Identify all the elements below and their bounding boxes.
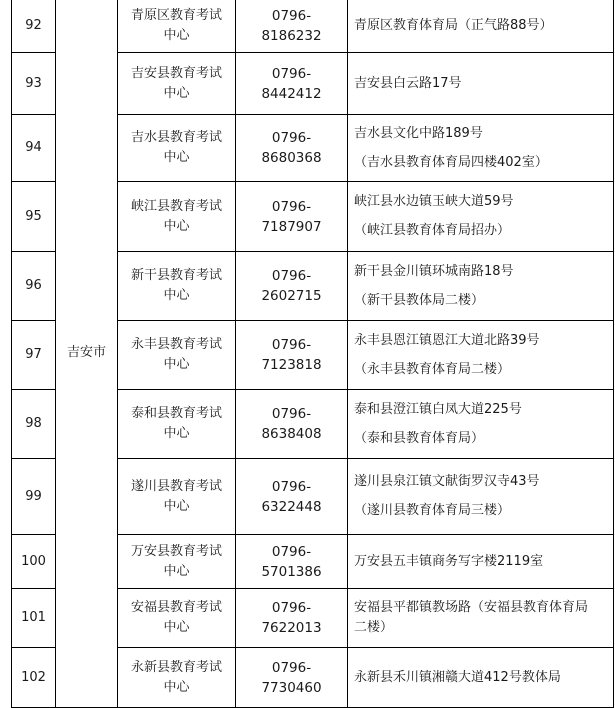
org-name: 吉安县教育考试 中心 bbox=[118, 53, 236, 115]
org-name: 安福县教育考试 中心 bbox=[118, 589, 236, 648]
phone-number: 0796- 8186232 bbox=[236, 0, 348, 53]
row-number: 102 bbox=[12, 648, 56, 708]
org-name: 青原区教育考试 中心 bbox=[118, 0, 236, 53]
row-number: 95 bbox=[12, 182, 56, 252]
org-name: 遂川县教育考试 中心 bbox=[118, 459, 236, 535]
address: 吉安县白云路17号 bbox=[348, 53, 614, 115]
address: 新干县金川镇环城南路18号 （新干县教体局二楼） bbox=[348, 252, 614, 321]
org-name: 峡江县教育考试 中心 bbox=[118, 182, 236, 252]
row-number: 96 bbox=[12, 252, 56, 321]
phone-number: 0796- 8680368 bbox=[236, 115, 348, 182]
row-number: 101 bbox=[12, 589, 56, 648]
address: 泰和县澄江镇白凤大道225号 （泰和县教育体育局） bbox=[348, 390, 614, 459]
phone-number: 0796- 2602715 bbox=[236, 252, 348, 321]
row-number: 99 bbox=[12, 459, 56, 535]
phone-number: 0796- 8638408 bbox=[236, 390, 348, 459]
org-name: 永丰县教育考试 中心 bbox=[118, 321, 236, 390]
org-name: 新干县教育考试 中心 bbox=[118, 252, 236, 321]
city-cell: 吉安市 bbox=[56, 0, 118, 708]
phone-number: 0796- 5701386 bbox=[236, 535, 348, 589]
table-row bbox=[12, 0, 614, 53]
row-number: 98 bbox=[12, 390, 56, 459]
row-number: 94 bbox=[12, 115, 56, 182]
exam-center-table bbox=[11, 0, 614, 708]
phone-number: 0796- 7730460 bbox=[236, 648, 348, 708]
address: 永新县禾川镇湘赣大道412号教体局 bbox=[348, 648, 614, 708]
phone-number: 0796- 6322448 bbox=[236, 459, 348, 535]
org-name: 万安县教育考试 中心 bbox=[118, 535, 236, 589]
phone-number: 0796- 7622013 bbox=[236, 589, 348, 648]
address: 永丰县恩江镇恩江大道北路39号 （永丰县教育体育局二楼） bbox=[348, 321, 614, 390]
row-number: 97 bbox=[12, 321, 56, 390]
row-number: 93 bbox=[12, 53, 56, 115]
phone-number: 0796- 7123818 bbox=[236, 321, 348, 390]
org-name: 泰和县教育考试 中心 bbox=[118, 390, 236, 459]
row-number: 100 bbox=[12, 535, 56, 589]
phone-number: 0796- 7187907 bbox=[236, 182, 348, 252]
org-name: 吉水县教育考试 中心 bbox=[118, 115, 236, 182]
address: 峡江县水边镇玉峡大道59号 （峡江县教育体育局招办） bbox=[348, 182, 614, 252]
row-number: 92 bbox=[12, 0, 56, 53]
address: 安福县平都镇教场路（安福县教育体育局 二楼） bbox=[348, 589, 614, 648]
address: 遂川县泉江镇文献街罗汉寺43号 （遂川县教育体育局三楼） bbox=[348, 459, 614, 535]
org-name: 永新县教育考试 中心 bbox=[118, 648, 236, 708]
phone-number: 0796- 8442412 bbox=[236, 53, 348, 115]
address: 万安县五丰镇商务写字楼2119室 bbox=[348, 535, 614, 589]
address: 青原区教育体育局（正气路88号） bbox=[348, 0, 614, 53]
address: 吉水县文化中路189号 （吉水县教育体育局四楼402室） bbox=[348, 115, 614, 182]
